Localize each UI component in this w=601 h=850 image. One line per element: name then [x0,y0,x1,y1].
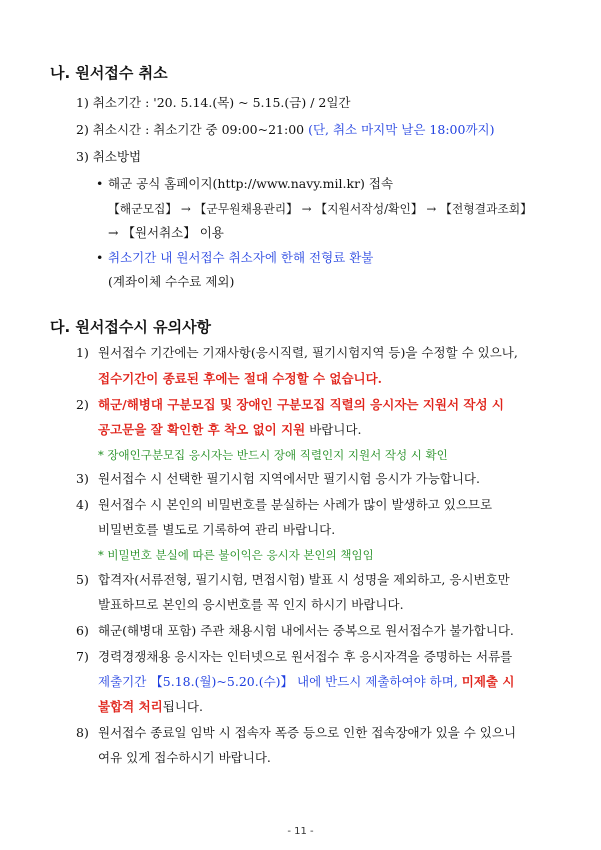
cancel-period: 1) 취소기간 : '20. 5.14.(목) ~ 5.15.(금) / 2일간 [76,95,351,110]
note-2 [76,396,504,414]
section-heading-notes: 다. 원서접수시 유의사항 [50,318,212,336]
cancel-time-note: (단, 취소 마지막 날은 18:00까지) [308,122,495,137]
note-6-line1: 해군(해병대 포함) 주관 채용시험 내에서는 중복으로 원서접수가 불가합니다. [98,623,514,638]
note-1-line1: 원서접수 기간에는 기재사항(응시직렬, 필기시험지역 등)을 수정할 수 있으나, [98,345,518,360]
note-4-num: 4) [76,497,89,512]
bullet-icon: • [96,176,104,191]
note-4 [76,496,492,514]
note-7-line1: 경력경쟁채용 응시자는 인터넷으로 원서접수 후 응시자격을 증명하는 서류를 [98,649,513,664]
note-7 [76,648,512,666]
note-2-line2-red: 공고문을 잘 확인한 후 착오 없이 지원 [98,422,306,437]
bullet-icon: • [96,250,104,265]
bullet-homepage [96,175,393,193]
note-1-line2: 접수기간이 종료된 후에는 절대 수정할 수 없습니다. [98,371,383,386]
note-2-remark: * 장애인구분모집 응시자는 반드시 장애 직렬인지 지원서 작성 시 확인 [98,448,448,462]
note-4-line2: 비밀번호를 별도로 기록하여 관리 바랍니다. [98,522,336,537]
note-8-line1: 원서접수 종료일 임박 시 접속자 폭증 등으로 인한 접속장애가 있을 수 있으니 [98,725,517,740]
cancel-method: 3) 취소방법 [76,149,142,164]
note-2-line2 [98,421,362,439]
note-3-num: 3) [76,471,89,486]
menu-path: 【해군모집】 → 【군무원채용관리】 → 【지원서작성/확인】 → 【전형결과조회】 [108,202,533,216]
note-2-line1: 해군/해병대 구분모집 및 장애인 구분모집 직렬의 응시자는 지원서 작성 시 [98,397,504,412]
cancel-time [76,121,494,139]
note-4-remark: * 비밀번호 분실에 따른 불이익은 응시자 본인의 책임임 [98,548,374,562]
note-7-line3 [98,698,203,716]
note-5-line2: 발표하므로 본인의 응시번호를 꼭 인지 하시기 바랍니다. [98,597,404,612]
note-2-num: 2) [76,397,89,412]
bullet-refund-text: 취소기간 내 원서접수 취소자에 한해 전형료 환불 [108,250,374,265]
note-6-num: 6) [76,623,89,638]
note-6 [76,622,514,640]
note-7-line3-rest: 됩니다. [162,699,203,714]
note-8 [76,724,516,742]
note-1-num: 1) [76,345,89,360]
bullet-refund [96,249,373,267]
note-5-num: 5) [76,572,89,587]
note-5-line1: 합격자(서류전형, 필기시험, 면접시험) 발표 시 성명을 제외하고, 응시번호만 [98,572,510,587]
bullet-homepage-text: 해군 공식 홈페이지(http://www.navy.mil.kr) 접속 [108,176,394,191]
note-7-num: 7) [76,649,89,664]
menu-path-cont: → 【원서취소】 이용 [108,225,224,240]
refund-note: (계좌이체 수수료 제외) [108,274,235,289]
note-7-line2-b: 【5.18.(월)~5.20.(수)】 [150,674,294,689]
note-7-line2-a: 제출기간 [98,674,151,689]
note-5 [76,571,510,589]
cancel-time-text: 2) 취소시간 : 취소기간 중 09:00~21:00 [76,122,309,137]
page-number: - 11 - [287,826,314,837]
section-heading-cancel: 나. 원서접수 취소 [50,64,168,82]
note-1 [76,344,518,362]
note-2-line2-rest: 바랍니다. [305,422,362,437]
note-7-line3-red: 불합격 처리 [98,699,163,714]
note-8-num: 8) [76,725,89,740]
note-7-line2 [98,673,514,691]
note-4-line1: 원서접수 시 본인의 비밀번호를 분실하는 사례가 많이 발생하고 있으므로 [98,497,493,512]
note-3 [76,470,480,488]
note-7-line2-c: 내에 반드시 제출하여야 하며, [293,674,462,689]
note-8-line2: 여유 있게 접수하시기 바랍니다. [98,750,271,765]
note-3-line1: 원서접수 시 선택한 필기시험 지역에서만 필기시험 응시가 가능합니다. [98,471,480,486]
note-7-line2-d: 미제출 시 [461,674,515,689]
